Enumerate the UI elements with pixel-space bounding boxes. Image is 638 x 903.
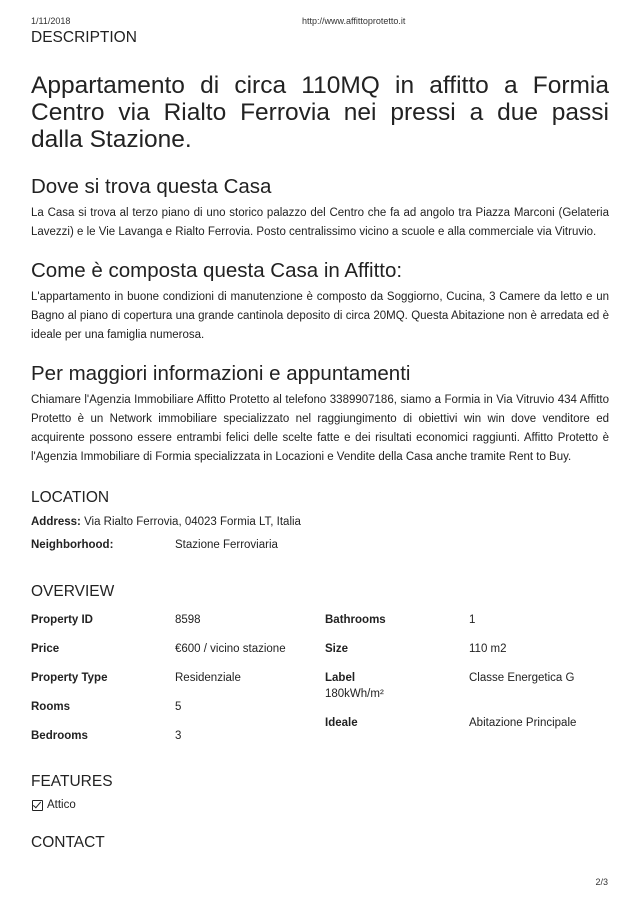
- neighborhood-label: Neighborhood:: [31, 539, 114, 551]
- description-heading: DESCRIPTION: [31, 29, 137, 46]
- features-heading: FEATURES: [31, 773, 113, 790]
- energy-consumption: 180kWh/m²: [325, 688, 384, 700]
- energy-label-label: Label: [325, 672, 356, 684]
- location-description: La Casa si trova al terzo piano di uno storico palazzo del Centro che fa ad angolo tra Piazza Marconi (Gelateria Lavezzi) e le Vie Lavanga e Rialto Ferrovia. Posto centralissimo vicino a scuole e alla commerciale via Vitruvio.: [31, 207, 609, 238]
- location-subheading: Dove si trova questa Casa: [31, 175, 272, 198]
- composition-description: L'appartamento in buone condizioni di manutenzione è composto da Soggiorno, Cucina, 3 Camere da letto e un Bagno al piano di copertura una grande cantinola deposito di circa 20MQ. Questa Abitazione non è arredata ed è ideale per una famiglia numerosa.: [31, 291, 609, 341]
- property-id-label: Property ID: [31, 614, 93, 626]
- composition-subheading: Come è composta questa Casa in Affitto:: [31, 259, 403, 282]
- listing-title: Appartamento di circa 110MQ in affitto a Formia Centro via Rialto Ferrovia nei pressi a due passi dalla Stazione.: [31, 72, 609, 153]
- rooms-value: 5: [175, 701, 182, 713]
- print-url: http://www.affittoprotetto.it: [302, 16, 406, 26]
- neighborhood-row: [31, 537, 609, 553]
- location-heading: LOCATION: [31, 489, 110, 506]
- feature-label: Attico: [47, 799, 76, 811]
- feature-item: [31, 799, 609, 811]
- info-subheading: Per maggiori informazioni e appuntamenti: [31, 362, 411, 385]
- overview-heading: OVERVIEW: [31, 583, 115, 600]
- bedrooms-value: 3: [175, 730, 182, 742]
- print-date: 1/11/2018: [31, 16, 71, 26]
- property-id-value: 8598: [175, 614, 201, 626]
- price-value: €600 / vicino stazione: [175, 643, 286, 655]
- ideale-value: Abitazione Principale: [469, 717, 577, 729]
- checkbox-checked-icon: [32, 800, 43, 811]
- rooms-label: Rooms: [31, 701, 70, 713]
- price-label: Price: [31, 643, 60, 655]
- bathrooms-label: Bathrooms: [325, 614, 386, 626]
- address-value: Via Rialto Ferrovia, 04023 Formia LT, Italia: [84, 516, 301, 528]
- page-number: 2/3: [595, 877, 608, 887]
- address-label: Address:: [31, 516, 81, 528]
- property-type-value: Residenziale: [175, 672, 241, 684]
- info-description: Chiamare l'Agenzia Immobiliare Affitto Protetto al telefono 3389907186, siamo a Formia in Via Vitruvio 434 Affitto Protetto è un Network immobiliare specializzato nel raggiungimento di obiettivi win win dove venditore ed acquirente possono essere entrambi felici delle scelte fatte e dei risultati economici raggiunti. Affitto Protetto è l'Agenzia Immobiliare di Formia specializzata in Locazioni e Vendite della Casa anche tramite Rent to Buy.: [31, 394, 609, 463]
- contact-heading: CONTACT: [31, 834, 105, 851]
- ideale-label: Ideale: [325, 717, 358, 729]
- size-value: 110 m2: [469, 643, 507, 655]
- energy-class-value: Classe Energetica G: [469, 672, 575, 684]
- overview-table: [31, 612, 609, 752]
- bedrooms-label: Bedrooms: [31, 730, 88, 742]
- bathrooms-value: 1: [469, 614, 476, 626]
- page-content: [31, 28, 609, 853]
- size-label: Size: [325, 643, 349, 655]
- neighborhood-value: Stazione Ferroviaria: [175, 539, 278, 551]
- address-row: [31, 514, 609, 530]
- property-type-label: Property Type: [31, 672, 108, 684]
